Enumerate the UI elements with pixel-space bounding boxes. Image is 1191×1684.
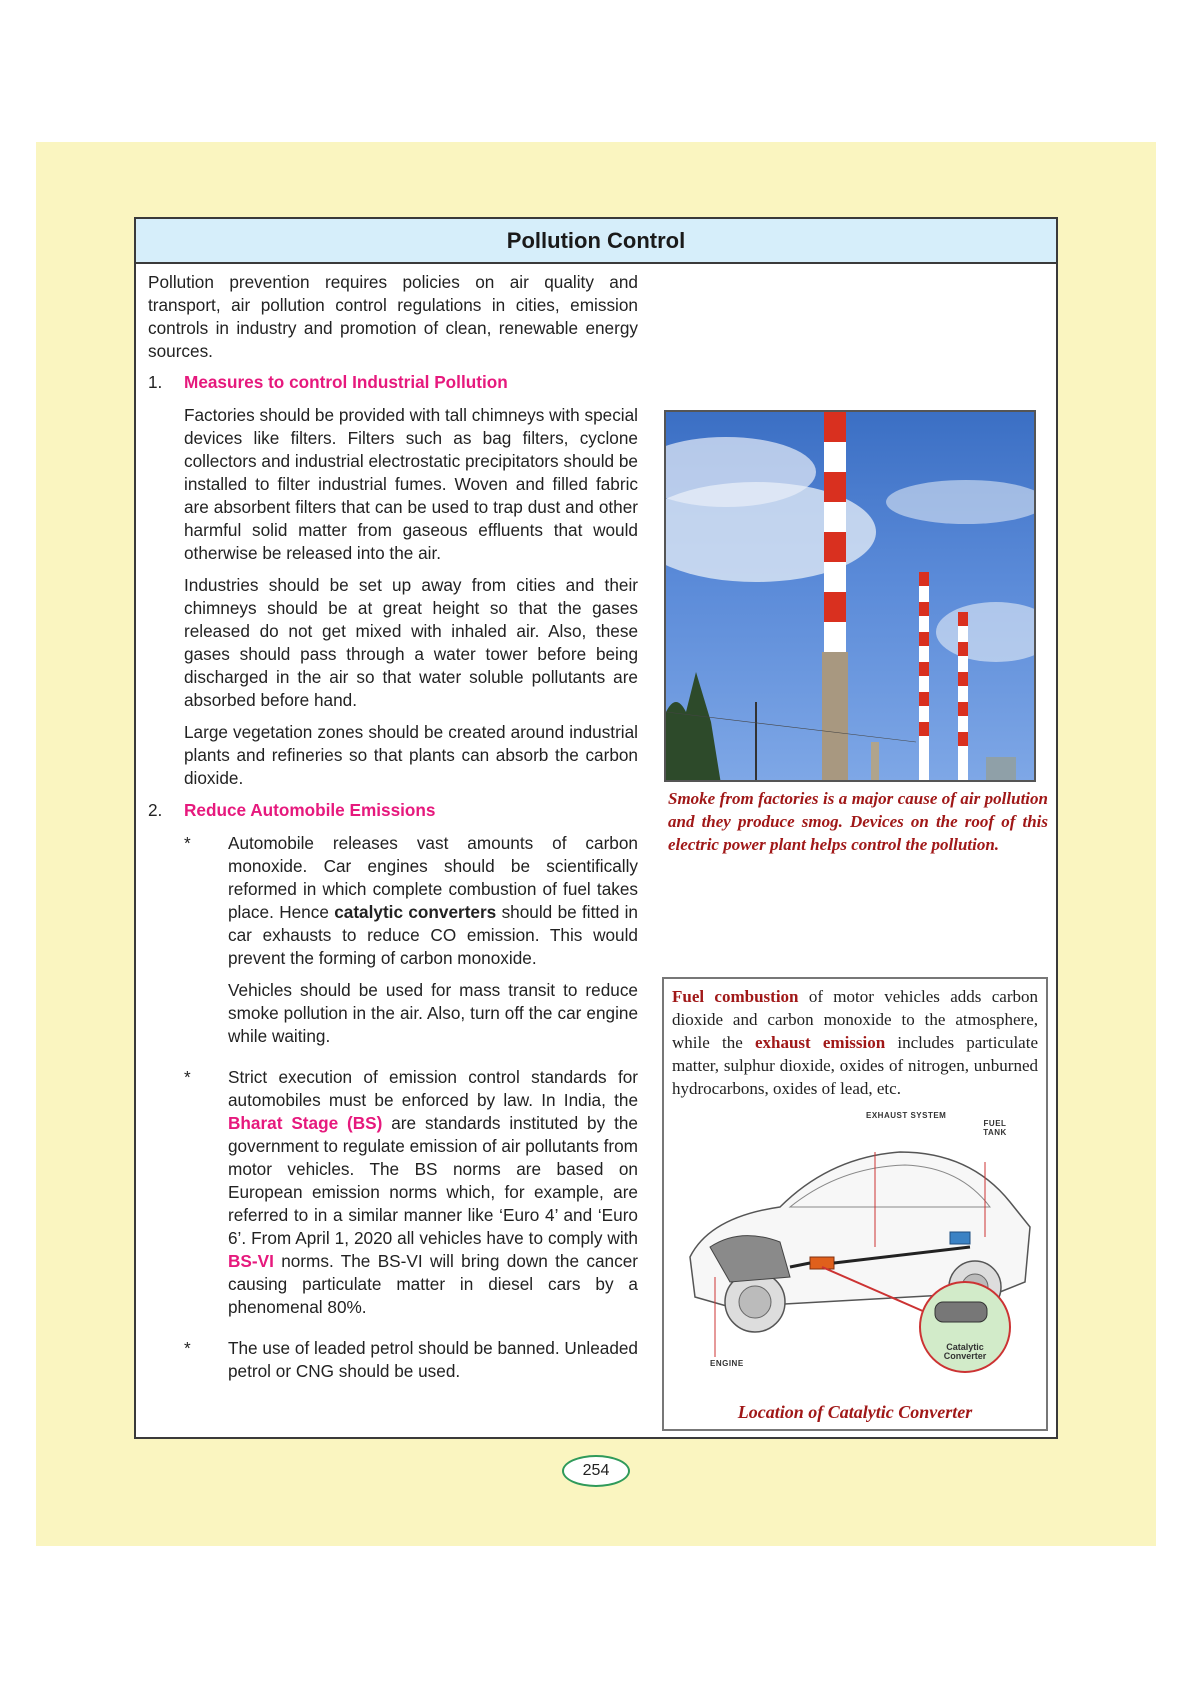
catalytic-converters-term: catalytic converters xyxy=(334,902,497,922)
car-diagram xyxy=(670,1107,1040,1377)
catalytic-converter-label: Catalytic Converter xyxy=(943,1342,987,1361)
emission-description: Fuel combustion of motor vehicles adds carbon dioxide and carbon monoxide to the atmosphere, while the exhaust emission includes particulate matter, sulphur dioxide, oxides of nitrogen, unburned hydrocarbons, oxides of lead, etc. xyxy=(672,987,1039,1098)
bs-vi-term: BS-VI xyxy=(228,1251,274,1271)
section-industrial-body xyxy=(148,404,638,790)
section-heading-industrial: 1. Measures to control Industrial Pollution xyxy=(148,372,508,392)
bullet-item: * Automobile releases vast amounts of carbon monoxide. Car engines should be scientifically reformed in which complete combustion of fuel takes place. Hence catalytic converters should be fitted in car exhausts to reduce CO emission. This would prevent the forming of carbon monoxide. Vehicles should be used for mass transit to reduce smoke pollution in the air. Also, turn off the car engine while waiting. xyxy=(148,832,638,1057)
page-number-badge: 254 xyxy=(562,1455,630,1487)
fuel-tank-label: FUEL TANK xyxy=(983,1119,1007,1137)
paragraph: Factories should be provided with tall chimneys with special devices like filters. Filters such as bag filters, cyclone collectors and industrial electrostatic precipitators should be installed to filter industrial fumes. Woven and filled fabric are absorbent filters that can be used to trap dust and other harmful solid matter from gaseous effluents that would otherwise be released into the air. xyxy=(184,405,638,563)
bullet-item: * The use of leaded petrol should be banned. Unleaded petrol or CNG should be used. xyxy=(148,1337,638,1392)
intro-paragraph: Pollution prevention requires policies on air quality and transport, air pollution control regulations in cities, emission controls in industry and promotion of clean, renewable energy sources. xyxy=(148,272,638,361)
car-diagram-caption: Location of Catalytic Converter xyxy=(737,1402,973,1422)
asterisk-icon: * xyxy=(184,1067,191,1087)
asterisk-icon: * xyxy=(184,1338,191,1358)
bharat-stage-term: Bharat Stage (BS) xyxy=(228,1113,383,1133)
section-heading-automobile: 2. Reduce Automobile Emissions xyxy=(148,800,436,820)
catalytic-converter-box xyxy=(662,977,1048,1431)
bullet-item: * Strict execution of emission control standards for automobiles must be enforced by law. In India, the Bharat Stage (BS) are standards instituted by the government to regulate emission of air pollutants from motor vehicles. The BS norms are based on European emission norms which, for example, are referred to in a similar manner like ‘Euro 4’ and ‘Euro 6’. From April 1, 2020 all vehicles have to comply with BS-VI norms. The BS-VI will bring down the cancer causing particulate matter in diesel cars by a phenomenal 80%. xyxy=(148,1066,638,1328)
chimneys-photo xyxy=(664,410,1036,782)
engine-label: ENGINE xyxy=(710,1359,744,1368)
photo-caption: Smoke from factories is a major cause of air pollution and they produce smog. Devices on the roof of this electric power plant helps control the pollution. xyxy=(668,789,1048,854)
exhaust-system-label: EXHAUST SYSTEM xyxy=(866,1111,947,1120)
page-title: Pollution Control xyxy=(136,219,1056,264)
asterisk-icon: * xyxy=(184,833,191,853)
paragraph: Large vegetation zones should be created around industrial plants and refineries so that plants can absorb the carbon dioxide. xyxy=(184,722,638,788)
left-column xyxy=(148,271,638,1401)
paragraph: Industries should be set up away from cities and their chimneys should be at great height so that the gases released do not get mixed with inhaled air. Also, these gases should pass through a water tower before being discharged in the air so that water soluble pollutants are absorbed before hand. xyxy=(184,575,638,710)
content-frame xyxy=(134,217,1058,1439)
